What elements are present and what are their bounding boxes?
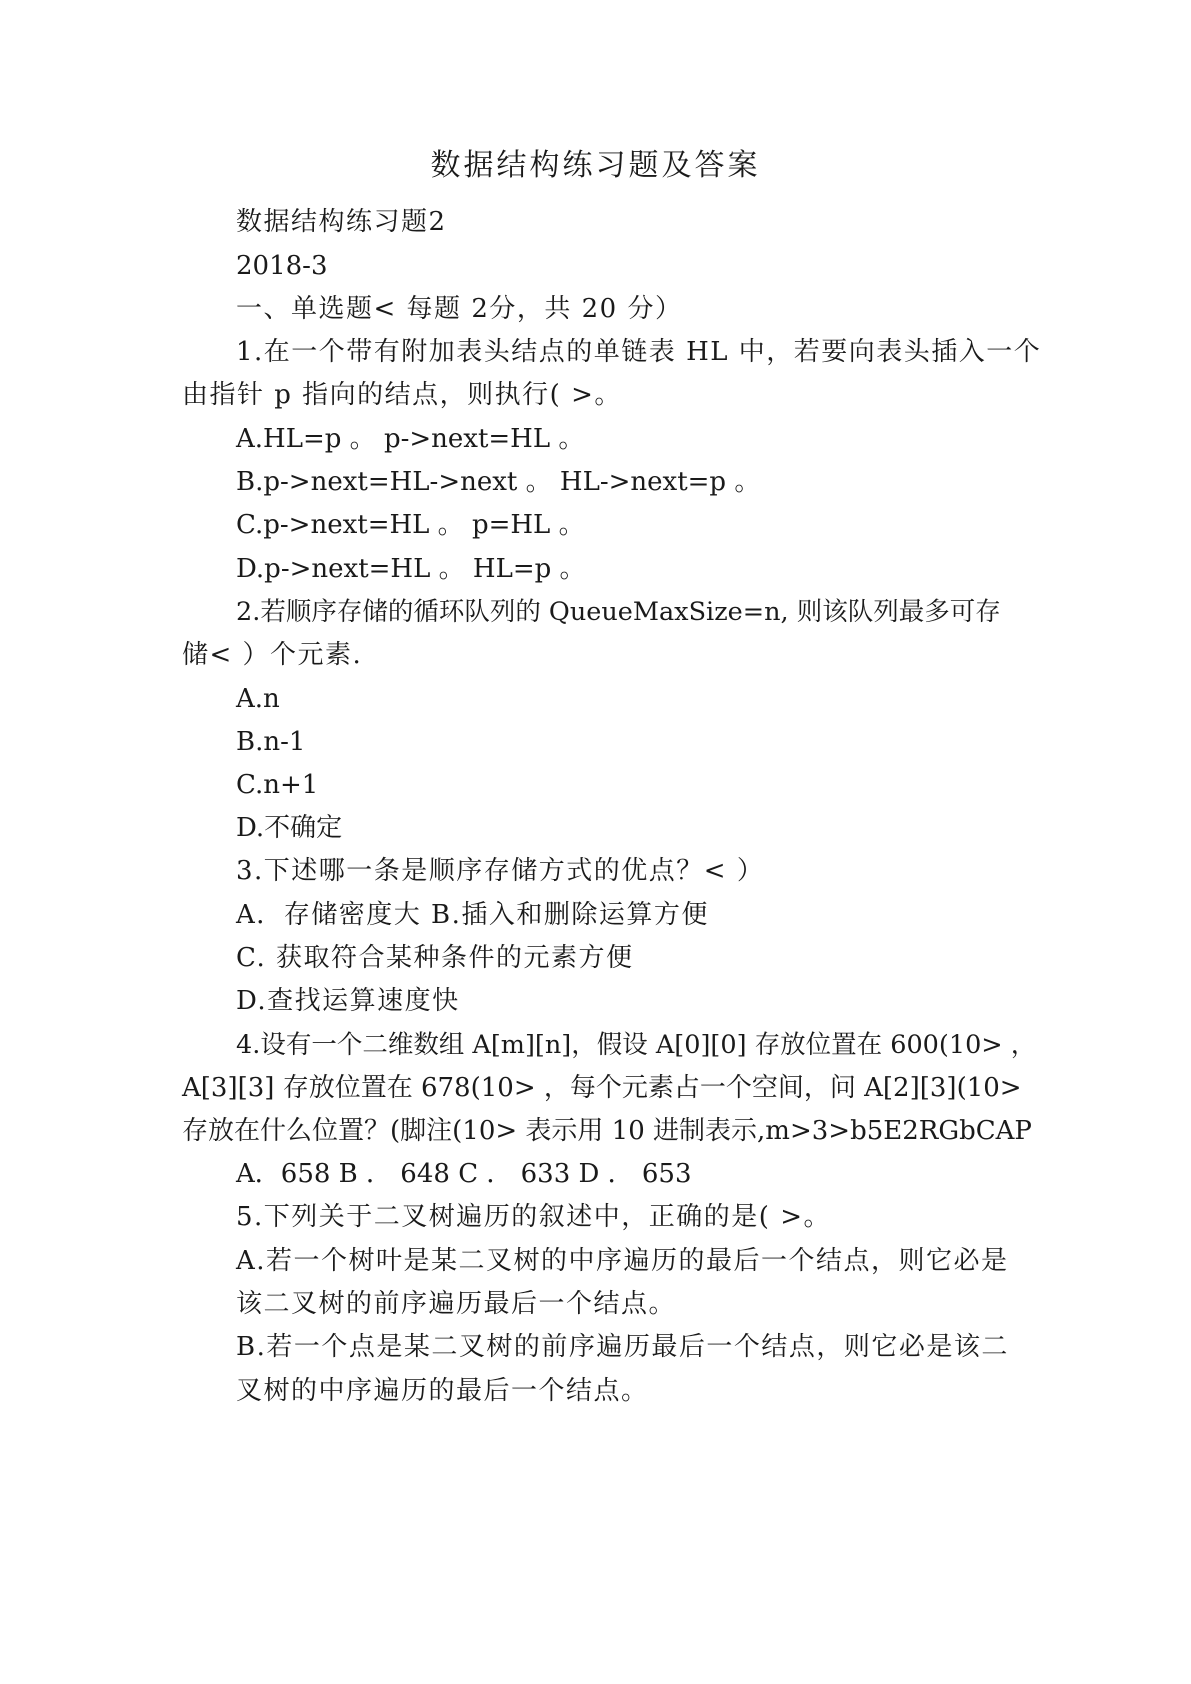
- question-5-option-a-line-1: A.若一个树叶是某二叉树的中序遍历的最后一个结点，则它必是: [236, 1246, 1009, 1276]
- question-1-option-a: A.HL=p 。 p->next=HL 。: [236, 424, 585, 454]
- question-1-option-c: C.p->next=HL 。 p=HL 。: [236, 510, 585, 540]
- question-3-option-d: D.查找运算速度快: [236, 986, 460, 1016]
- question-1-option-b: B.p->next=HL->next 。 HL->next=p 。: [236, 467, 761, 497]
- question-2-line-1: 2.若顺序存储的循环队列的 QueueMaxSize=n, 则该队列最多可存: [236, 597, 1001, 627]
- question-3-line-1: 3.下述哪一条是顺序存储方式的优点？< ）: [236, 856, 765, 886]
- question-1-option-d: D.p->next=HL 。 HL=p 。: [236, 554, 586, 584]
- question-5-line-1: 5.下列关于二叉树遍历的叙述中，正确的是( >。: [236, 1202, 832, 1232]
- question-2-option-d: D.不确定: [236, 813, 343, 843]
- question-4-line-1: 4.设有一个二维数组 A[m][n]，假设 A[0][0] 存放位置在 600(10> ，: [236, 1030, 1037, 1060]
- page-title: 数据结构练习题及答案: [430, 148, 761, 183]
- question-2-option-a: A.n: [236, 684, 280, 714]
- subtitle: 数据结构练习题2: [236, 207, 447, 237]
- question-2-line-2: 储< ）个元素.: [182, 640, 363, 670]
- question-4-line-2: A[3][3] 存放位置在 678(10> ，每个元素占一个空间，问 A[2][3](10>: [182, 1073, 1022, 1103]
- question-1-line-2: 由指针 p 指向的结点，则执行( >。: [182, 380, 622, 410]
- question-5-option-a-line-2: 该二叉树的前序遍历最后一个结点。: [236, 1289, 677, 1319]
- date-line: 2018-3: [236, 251, 328, 281]
- question-2-option-c: C.n+1: [236, 770, 319, 800]
- section-heading: 一、单选题< 每题 2分，共 20 分）: [236, 294, 683, 324]
- question-4-line-3: 存放在什么位置？(脚注(10> 表示用 10 进制表示,m>3>b5E2RGbCAP: [182, 1116, 1032, 1146]
- question-4-options: A．658 B ． 648 C ． 633 D ． 653: [236, 1159, 692, 1189]
- question-5-option-b-line-2: 叉树的中序遍历的最后一个结点。: [236, 1376, 649, 1406]
- question-5-option-b-line-1: B.若一个点是某二叉树的前序遍历最后一个结点，则它必是该二: [236, 1332, 1009, 1362]
- question-3-option-c: C. 获取符合某种条件的元素方便: [236, 943, 634, 973]
- question-2-option-b: B.n-1: [236, 727, 306, 757]
- question-3-options-ab: A．存储密度大 B.插入和删除运算方便: [236, 900, 709, 930]
- question-1-line-1: 1.在一个带有附加表头结点的单链表 HL 中，若要向表头插入一个: [236, 337, 1042, 367]
